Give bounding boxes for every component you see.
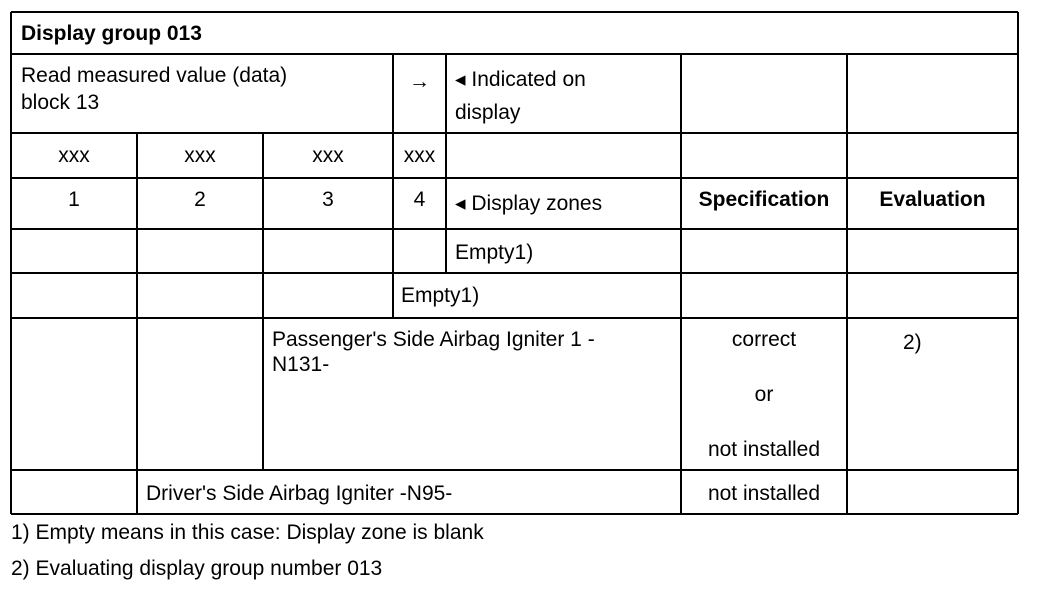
xxx-cell-4: xxx: [403, 144, 436, 167]
table-title: Display group 013: [21, 22, 202, 45]
passenger-spec-or: or: [754, 383, 774, 406]
read-measured-value-line2: block 13: [21, 91, 100, 114]
xxx-cell-3: xxx: [312, 144, 344, 167]
read-measured-value-line1: Read measured value (data): [21, 64, 288, 87]
empty-zone-3-cell: Empty1): [401, 284, 480, 307]
footnote-2: 2) Evaluating display group number 013: [11, 557, 383, 580]
evaluation-header: Evaluation: [879, 188, 986, 211]
xxx-cell-2: xxx: [184, 144, 216, 167]
indicated-on-display-line2: display: [455, 101, 521, 124]
footnote-1: 1) Empty means in this case: Display zone is blank: [11, 521, 484, 544]
driver-spec-not-installed: not installed: [707, 482, 821, 505]
passenger-airbag-label-line1: Passenger's Side Airbag Igniter 1 -: [272, 328, 595, 351]
zone-number-1: 1: [68, 188, 80, 211]
zone-number-2: 2: [194, 188, 206, 211]
passenger-spec-correct: correct: [731, 328, 797, 351]
empty-zone-4-cell: Empty1): [455, 241, 534, 264]
indicated-on-display-line1: ◂ Indicated on: [455, 68, 586, 91]
passenger-evaluation-note: 2): [903, 331, 922, 354]
zone-number-3: 3: [322, 188, 334, 211]
display-zones-label: ◂ Display zones: [455, 192, 603, 215]
specification-header: Specification: [698, 188, 830, 211]
passenger-spec-not-installed: not installed: [707, 438, 821, 461]
arrow-glyph: →: [409, 70, 430, 93]
zone-number-4: 4: [413, 188, 426, 211]
passenger-airbag-label-line2: N131-: [272, 353, 330, 376]
xxx-cell-1: xxx: [58, 144, 90, 167]
driver-airbag-label: Driver's Side Airbag Igniter -N95-: [146, 482, 453, 505]
